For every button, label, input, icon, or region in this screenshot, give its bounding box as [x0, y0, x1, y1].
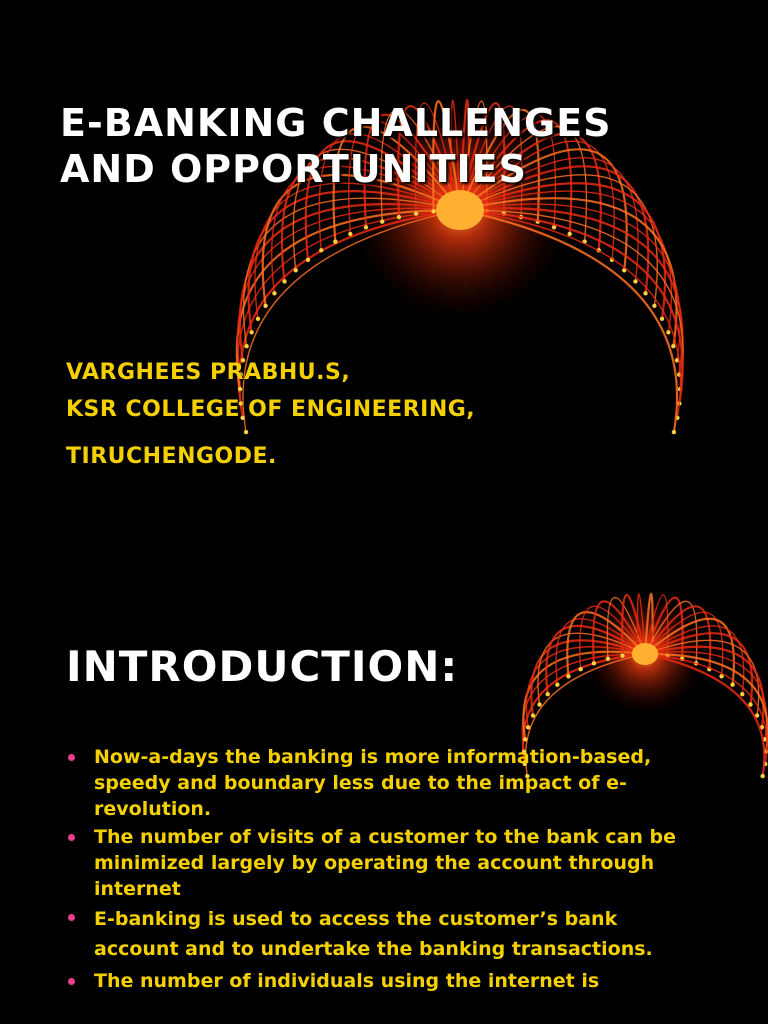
bullet-text: The number of individuals using the internet is [94, 970, 600, 992]
list-item [66, 744, 706, 822]
bullet-icon [68, 754, 75, 761]
college-name: KSR COLLEGE OF ENGINEERING, [66, 397, 476, 422]
slide-heading: INTRODUCTION: [66, 642, 459, 691]
college-town: TIRUCHENGODE. [66, 444, 277, 469]
author-name: VARGHEES PRABHU.S, [66, 360, 351, 385]
slide-title [60, 100, 740, 192]
bullet-icon [68, 914, 75, 921]
title-line-2: AND OPPORTUNITIES [60, 147, 527, 191]
bullet-text: The number of visits of a customer to the bank can be minimized largely by operating the account through internet [94, 826, 677, 900]
list-item [66, 968, 706, 994]
list-item [66, 824, 706, 902]
bullet-list [66, 744, 706, 996]
bullet-icon [68, 978, 75, 985]
introduction-slide [0, 576, 768, 1024]
bullet-text: E-banking is used to access the customer’s bank account and to undertake the banking transactions. [94, 908, 653, 960]
bullet-icon [68, 834, 75, 841]
list-item [66, 904, 706, 964]
title-line-1: E-BANKING CHALLENGES [60, 101, 612, 145]
bullet-text: Now-a-days the banking is more information-based, speedy and boundary less due to the impact of e-revolution. [94, 746, 652, 820]
